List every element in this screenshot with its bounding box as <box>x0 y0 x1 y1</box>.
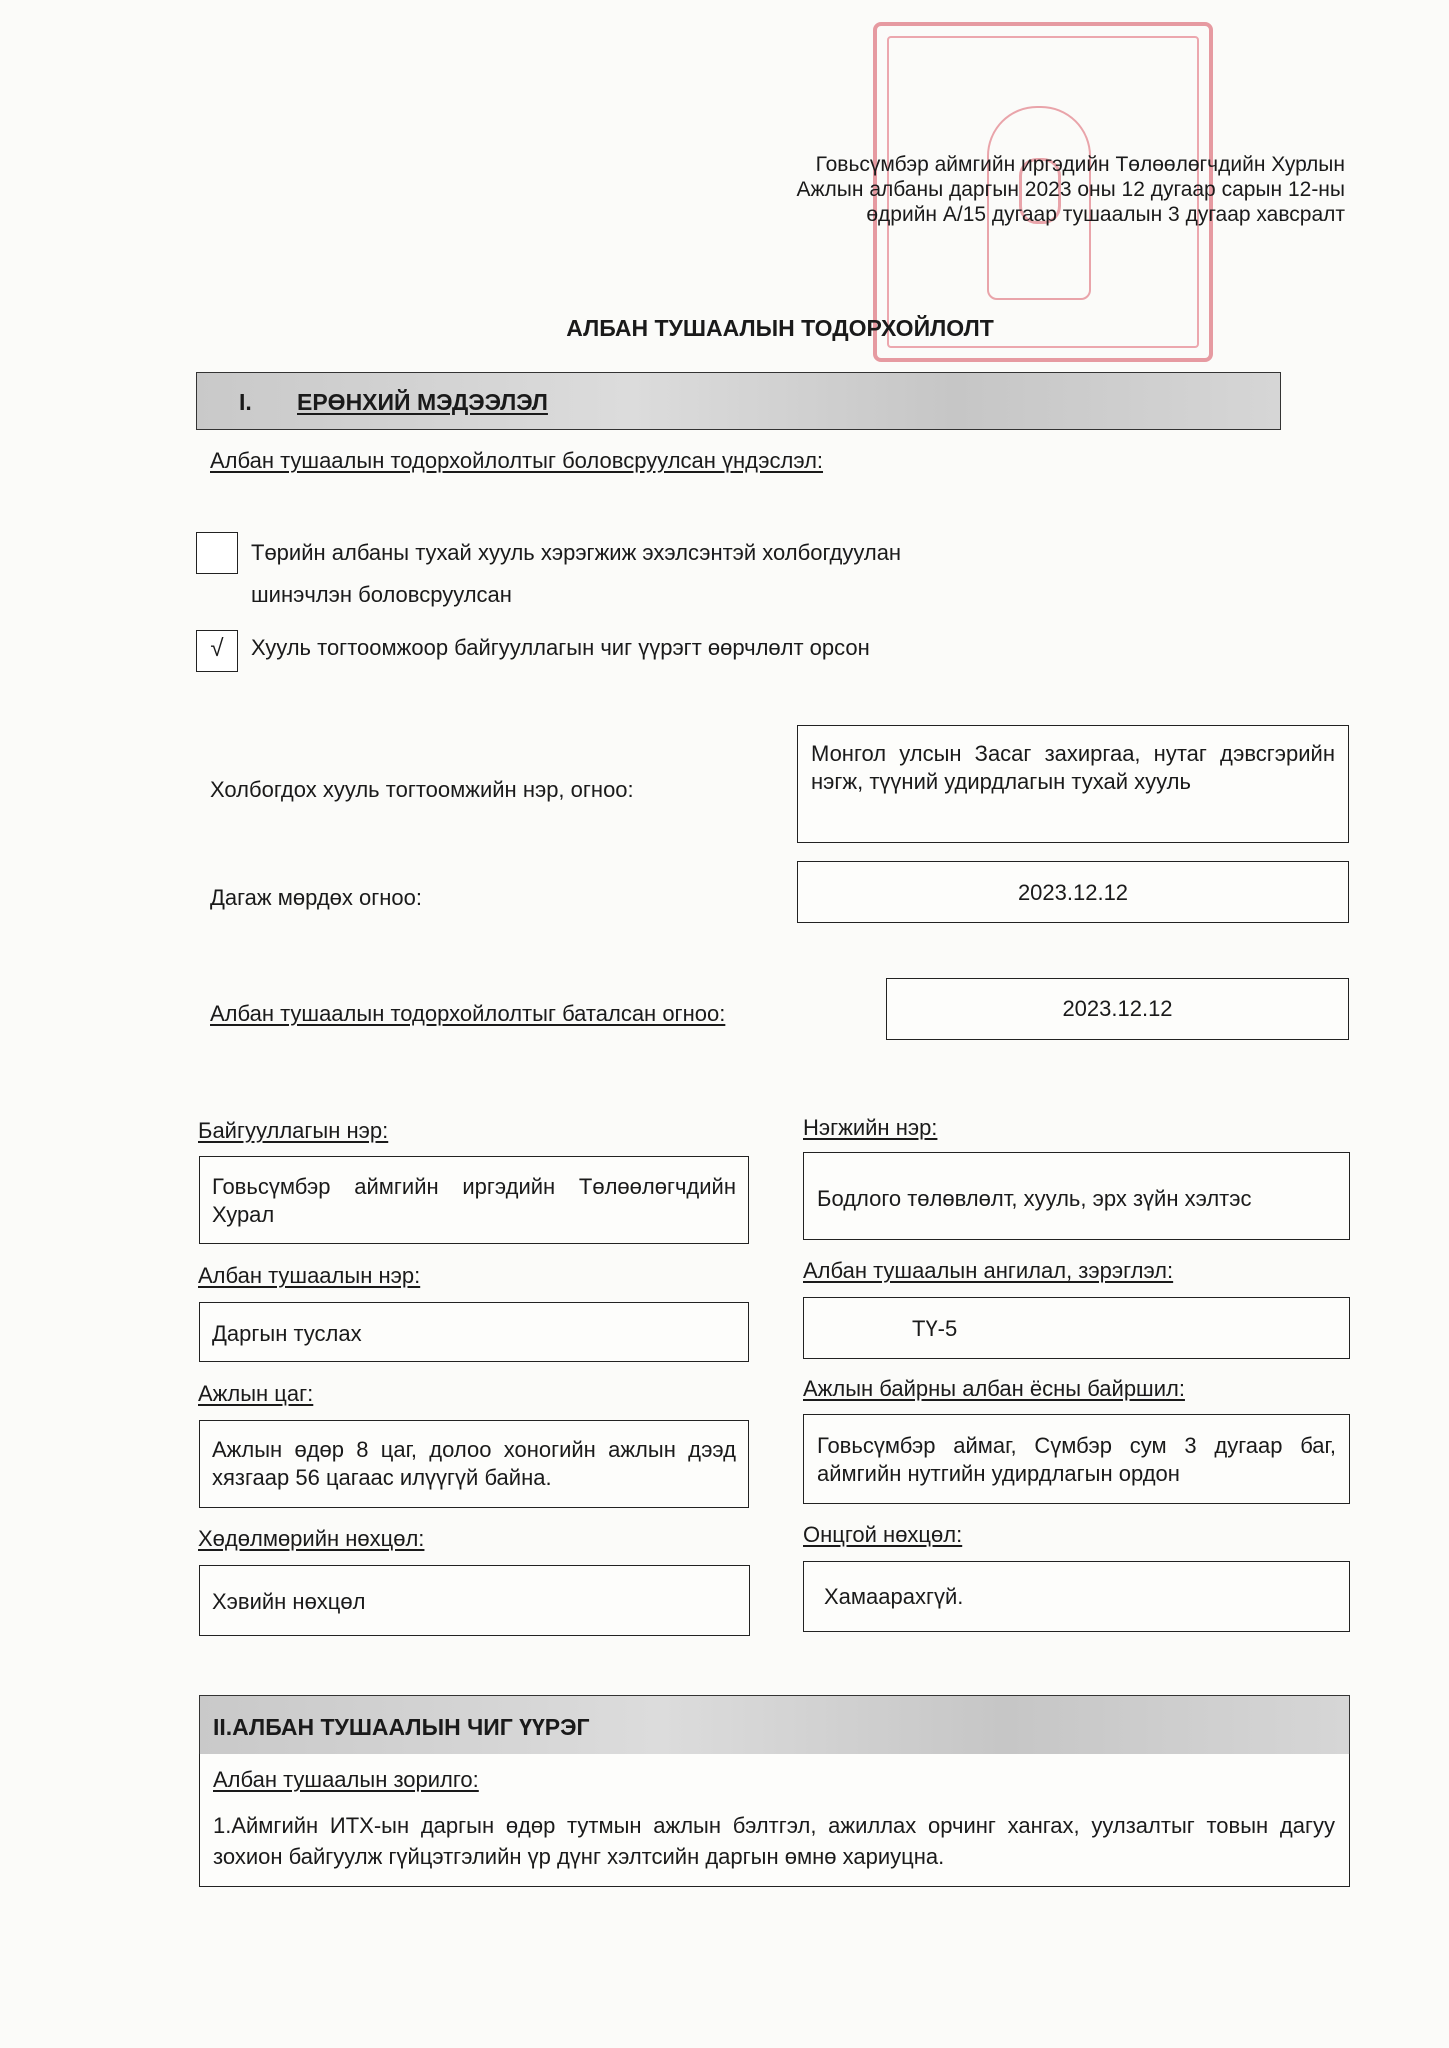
section-2-purpose-box <box>199 1754 1350 1887</box>
annex-reference <box>796 152 1345 227</box>
section-1-title: ЕРӨНХИЙ МЭДЭЭЛЭЛ <box>297 389 548 415</box>
annex-line-1: Говьсүмбэр аймгийн иргэдийн Төлөөлөгчдийн Хурлын <box>815 153 1345 176</box>
basis-option-1-checkbox[interactable] <box>196 532 238 574</box>
effective-date-label: Дагаж мөрдөх огноо: <box>210 885 423 910</box>
purpose-label: Албан тушаалын зорилго: <box>213 1767 479 1792</box>
work-conditions-label: Хөдөлмөрийн нөхцөл: <box>198 1526 425 1551</box>
grade-value-box <box>803 1297 1350 1359</box>
basis-label: Албан тушаалын тодорхойлолтыг боловсруулсан үндэслэл: <box>210 448 824 473</box>
effective-date-value: 2023.12.12 <box>1017 880 1129 905</box>
special-conditions-value: Хамаарахгүй. <box>824 1584 964 1609</box>
position-label: Албан тушаалын нэр: <box>198 1263 421 1288</box>
document-title: АЛБАН ТУШААЛЫН ТОДОРХОЙЛОЛТ <box>566 315 994 341</box>
work-conditions-box <box>199 1565 750 1636</box>
location-value: Говьсүмбэр аймаг, Сүмбэр сум 3 дугаар баг, аймгийн нутгийн удирдлагын ордон <box>817 1433 1336 1486</box>
org-label: Байгууллагын нэр: <box>198 1118 389 1143</box>
unit-value-box <box>803 1152 1350 1240</box>
approved-date-label: Албан тушаалын тодорхойлолтыг баталсан огноо: <box>210 1001 726 1026</box>
basis-option-1-line-2: шинэчлэн боловсруулсан <box>251 582 512 607</box>
special-conditions-box <box>803 1561 1350 1632</box>
law-label: Холбогдох хууль тогтоомжийн нэр, огноо: <box>210 777 634 802</box>
special-conditions-label: Онцгой нөхцөл: <box>803 1522 963 1547</box>
basis-option-1-line-1: Төрийн албаны тухай хууль хэрэгжиж эхэлсэнтэй холбогдуулан <box>251 540 902 565</box>
annex-line-2: Ажлын албаны даргын 2023 оны 12 дугаар сарын 12-ны <box>796 178 1345 201</box>
basis-option-1-label <box>251 532 901 616</box>
law-value: Монгол улсын Засаг захиргаа, нутаг дэвсгэрийн нэгж, түүний удирдлагын тухай хууль <box>811 741 1335 794</box>
work-hours-box <box>199 1420 749 1508</box>
section-2-title: II.АЛБАН ТУШААЛЫН ЧИГ ҮҮРЭГ <box>213 1714 590 1740</box>
check-mark-icon: √ <box>210 635 224 662</box>
work-conditions-value: Хэвийн нөхцөл <box>212 1589 366 1614</box>
annex-line-3: өдрийн А/15 дугаар тушаалын 3 дугаар хавсралт <box>866 203 1345 226</box>
effective-date-box <box>797 861 1349 923</box>
purpose-text: 1.Аймгийн ИТХ-ын даргын өдөр тутмын ажлын бэлтгэл, ажиллах орчинг хангах, уулзалтыг товын дагуу зохион байгуулж гүйцэтгэлийн үр дүнг хэлтсийн даргын өмнө хариуцна. <box>213 1813 1335 1869</box>
org-value: Говьсүмбэр аймгийн иргэдийн Төлөөлөгчдийн Хурал <box>212 1174 736 1227</box>
work-hours-label: Ажлын цаг: <box>198 1381 314 1406</box>
work-hours-value: Ажлын өдөр 8 цаг, долоо хоногийн ажлын дээд хязгаар 56 цагаас илүүгүй байна. <box>212 1437 736 1490</box>
location-label: Ажлын байрны албан ёсны байршил: <box>803 1376 1185 1401</box>
section-1-header <box>196 372 1281 430</box>
section-2-header <box>199 1695 1350 1755</box>
unit-value: Бодлого төлөвлөлт, хууль, эрх зүйн хэлтэс <box>817 1186 1252 1211</box>
grade-label: Албан тушаалын ангилал, зэрэглэл: <box>803 1258 1174 1283</box>
basis-option-2-label: Хууль тогтоомжоор байгууллагын чиг үүрэгт өөрчлөлт орсон <box>251 635 870 660</box>
basis-option-2-checkbox[interactable] <box>196 630 238 672</box>
position-value-box <box>199 1302 749 1362</box>
law-value-box <box>797 725 1349 843</box>
org-value-box <box>199 1156 749 1244</box>
approved-date-value: 2023.12.12 <box>1062 996 1173 1021</box>
position-value: Даргын туслах <box>212 1321 362 1346</box>
location-value-box <box>803 1414 1350 1504</box>
approved-date-box <box>886 978 1349 1040</box>
section-1-number: I. <box>239 389 252 415</box>
grade-value: ТҮ-5 <box>912 1316 958 1341</box>
unit-label: Нэгжийн нэр: <box>803 1115 938 1140</box>
